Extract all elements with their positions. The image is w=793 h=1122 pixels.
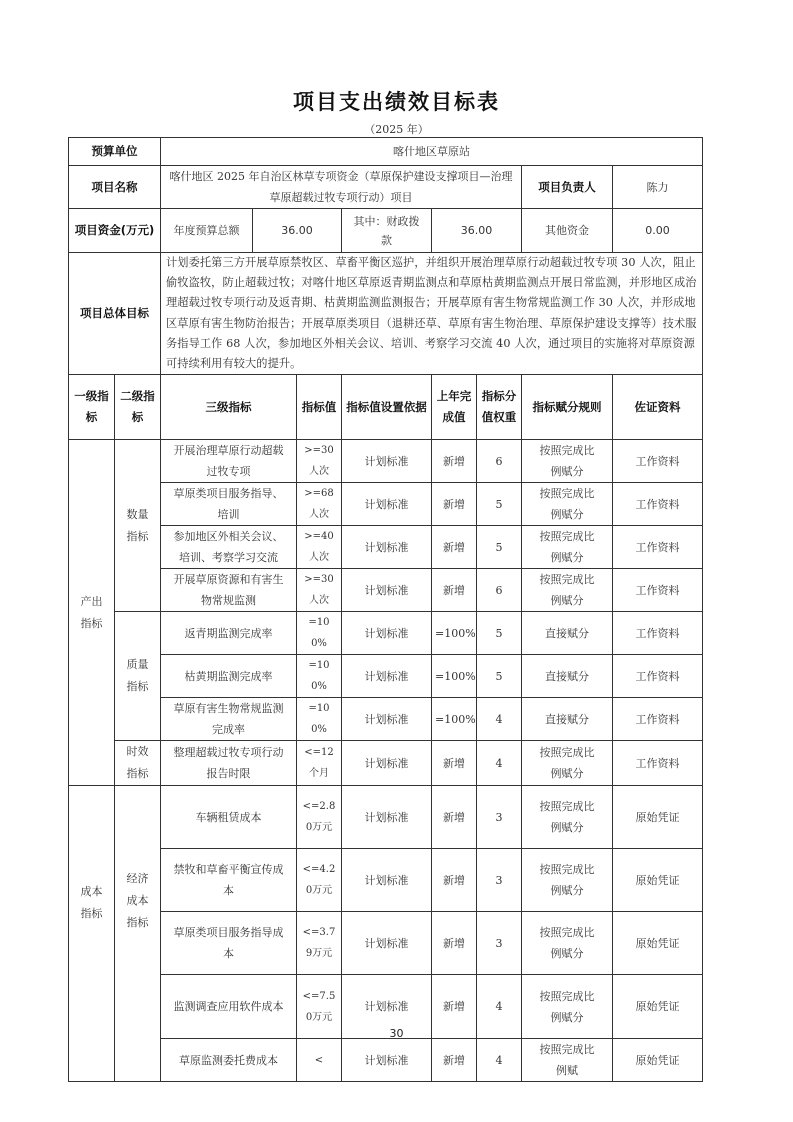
level3-cell: 枯黄期监测完成率 [161,655,297,698]
weight-cell: 4 [477,698,522,741]
indicator-row [69,526,703,569]
last-year-cell: 新增 [432,1039,477,1082]
annual-budget-value: 36.00 [281,224,313,237]
value-cell: < [297,1039,342,1082]
weight-cell: 6 [477,440,522,483]
scoring-cell: 按照完成比例赋分 [522,975,613,1039]
level3-cell: 监测调查应用软件成本 [161,975,297,1039]
evidence-cell: 原始凭证 [613,849,703,912]
last-year-cell: =100% [432,612,477,655]
scoring-cell: 直接赋分 [522,698,613,741]
indicator-row [69,786,703,849]
basis-cell: 计划标准 [342,440,432,483]
evidence-cell: 工作资料 [613,440,703,483]
scoring-cell: 按照完成比例赋分 [522,483,613,526]
evidence-cell: 原始凭证 [613,912,703,975]
evidence-cell: 工作资料 [613,741,703,786]
last-year-cell: 新增 [432,483,477,526]
level3-cell: 参加地区外相关会议、培训、考察学习交流 [161,526,297,569]
scoring-cell: 直接赋分 [522,612,613,655]
project-funds-row [69,209,703,253]
evidence-cell: 原始凭证 [613,1039,703,1082]
indicator-body [69,440,703,1082]
last-year-cell: 新增 [432,912,477,975]
scoring-cell: 按照完成比例赋分 [522,912,613,975]
evidence-cell: 工作资料 [613,569,703,612]
year-subtitle: （2025 年） [364,123,429,136]
indicator-row [69,655,703,698]
last-year-cell: =100% [432,698,477,741]
last-year-cell: 新增 [432,440,477,483]
basis-cell: 计划标准 [342,786,432,849]
level1-indicator: 成本指标 [69,786,115,1082]
basis-cell: 计划标准 [342,698,432,741]
weight-cell: 3 [477,786,522,849]
basis-cell: 计划标准 [342,569,432,612]
level2-indicator: 时效指标 [115,741,161,786]
weight-cell: 3 [477,912,522,975]
level3-cell: 草原类项目服务指导、培训 [161,483,297,526]
scoring-cell: 直接赋分 [522,655,613,698]
project-name-row [69,166,703,209]
header-level1-text: 一级指标 [74,389,109,425]
header-level1 [69,375,115,440]
level2-indicator: 质量指标 [115,612,161,741]
basis-cell: 计划标准 [342,849,432,912]
level3-cell: 禁牧和草畜平衡宣传成本 [161,849,297,912]
evidence-cell: 工作资料 [613,612,703,655]
evidence-cell: 工作资料 [613,483,703,526]
value-cell: =100% [297,612,342,655]
page-number: 30 [389,1027,404,1040]
value-cell: >=30人次 [297,440,342,483]
indicator-row [69,698,703,741]
header-evidence: 佐证资料 [613,375,703,440]
fiscal-value: 36.00 [432,209,522,253]
header-value: 指标值 [297,375,342,440]
value-cell: >=30人次 [297,569,342,612]
header-level2-text: 二级指标 [120,389,155,425]
indicator-row [69,849,703,912]
header-last-year: 上年完成值 [432,375,477,440]
scoring-cell: 按照完成比例赋分 [522,440,613,483]
project-leader-label: 项目负责人 [522,166,613,209]
header-scoring: 指标赋分规则 [522,375,613,440]
other-funds-value: 0.00 [613,209,703,253]
weight-cell: 5 [477,526,522,569]
basis-cell: 计划标准 [342,483,432,526]
level3-cell: 草原类项目服务指导成本 [161,912,297,975]
value-cell: =100% [297,698,342,741]
basis-cell: 计划标准 [342,912,432,975]
weight-cell: 5 [477,655,522,698]
weight-cell: 3 [477,849,522,912]
last-year-cell: 新增 [432,741,477,786]
indicator-header-row [69,375,703,440]
project-name-value: 喀什地区 2025 年自治区林草专项资金（草原保护建设支撑项目—治理草原超载过牧专项行动）项目 [161,166,522,209]
annual-budget-label: 年度预算总额 [161,209,253,252]
value-cell: <=7.50万元 [297,975,342,1039]
scoring-cell: 按照完成比例赋分 [522,526,613,569]
level2-indicator: 经济成本指标 [115,786,161,1082]
level3-cell: 开展草原资源和有害生物常规监测 [161,569,297,612]
value-cell: <=12个月 [297,741,342,786]
evidence-cell: 原始凭证 [613,786,703,849]
fiscal-label: 其中：财政拨款 [342,209,432,253]
value-cell: >=68人次 [297,483,342,526]
weight-cell: 4 [477,741,522,786]
weight-cell: 4 [477,1039,522,1082]
weight-cell: 6 [477,569,522,612]
performance-target-table [68,137,703,1082]
header-basis: 指标值设置依据 [342,375,432,440]
basis-cell: 计划标准 [342,655,432,698]
evidence-cell: 工作资料 [613,526,703,569]
project-leader-value: 陈力 [613,166,703,209]
level2-indicator: 数量指标 [115,440,161,612]
overall-goal-text: 计划委托第三方开展草原禁牧区、草畜平衡区巡护，并组织开展治理草原行动超载过牧专项 30 人次，阻止偷牧盗牧，防止超载过牧；对喀什地区草原返青期监测点和草原枯黄期监测点开展日常监测，并形地区成治理超载过牧专项行动及返青期、枯黄期监测监测报告；开展草原有害生物常规监测工作 30 人次，并形成地区草原有害生物防治报告；开展草原类项目（退耕还草、草原有害生物治理、草原保护建设支撑等）技术服务指导工作 68 人次，参加地区外相关会议、培训、考察学习交流 40 人次，通过项目的实施将对草原资源可持续利用有较大的提升。 [161,253,703,375]
other-funds-label: 其他资金 [522,209,613,253]
weight-cell: 5 [477,483,522,526]
indicator-row [69,912,703,975]
scoring-cell: 按照完成比例赋分 [522,569,613,612]
budget-unit-label: 预算单位 [69,138,161,166]
level3-cell: 返青期监测完成率 [161,612,297,655]
header-level2 [115,375,161,440]
header-weight: 指标分值权重 [477,375,522,440]
weight-cell: 4 [477,975,522,1039]
last-year-cell: =100% [432,655,477,698]
overall-goal-label: 项目总体目标 [69,253,161,375]
last-year-cell: 新增 [432,975,477,1039]
scoring-cell: 按照完成比例赋分 [522,849,613,912]
budget-unit-row [69,138,703,166]
last-year-cell: 新增 [432,569,477,612]
budget-unit-value: 喀什地区草原站 [161,138,703,166]
header-level3: 三级指标 [161,375,297,440]
indicator-row [69,1039,703,1082]
indicator-row [69,741,703,786]
value-cell: <=2.80万元 [297,786,342,849]
project-funds-label: 项目资金(万元) [69,209,161,253]
page-title: 项目支出绩效目标表 [293,90,500,114]
last-year-cell: 新增 [432,786,477,849]
basis-cell: 计划标准 [342,612,432,655]
level3-cell: 整理超载过牧专项行动报告时限 [161,741,297,786]
basis-cell: 计划标准 [342,741,432,786]
value-cell: <=3.79万元 [297,912,342,975]
basis-cell: 计划标准 [342,526,432,569]
scoring-cell: 按照完成比例赋分 [522,786,613,849]
value-cell: =100% [297,655,342,698]
last-year-cell: 新增 [432,526,477,569]
scoring-cell: 按照完成比例赋分 [522,741,613,786]
indicator-row [69,612,703,655]
last-year-cell: 新增 [432,849,477,912]
basis-cell: 计划标准 [342,975,432,1039]
indicator-row [69,440,703,483]
indicator-row [69,483,703,526]
evidence-cell: 工作资料 [613,698,703,741]
value-cell: >=40人次 [297,526,342,569]
level3-cell: 草原监测委托费成本 [161,1039,297,1082]
basis-cell: 计划标准 [342,1039,432,1082]
overall-goal-row [69,253,703,375]
evidence-cell: 原始凭证 [613,975,703,1039]
scoring-cell: 按照完成比例赋 [522,1039,613,1082]
level1-indicator: 产出指标 [69,440,115,786]
level3-cell: 车辆租赁成本 [161,786,297,849]
weight-cell: 5 [477,612,522,655]
evidence-cell: 工作资料 [613,655,703,698]
indicator-row [69,569,703,612]
level3-cell: 开展治理草原行动超载过牧专项 [161,440,297,483]
value-cell: <=4.20万元 [297,849,342,912]
project-name-label: 项目名称 [69,166,161,209]
level3-cell: 草原有害生物常规监测完成率 [161,698,297,741]
